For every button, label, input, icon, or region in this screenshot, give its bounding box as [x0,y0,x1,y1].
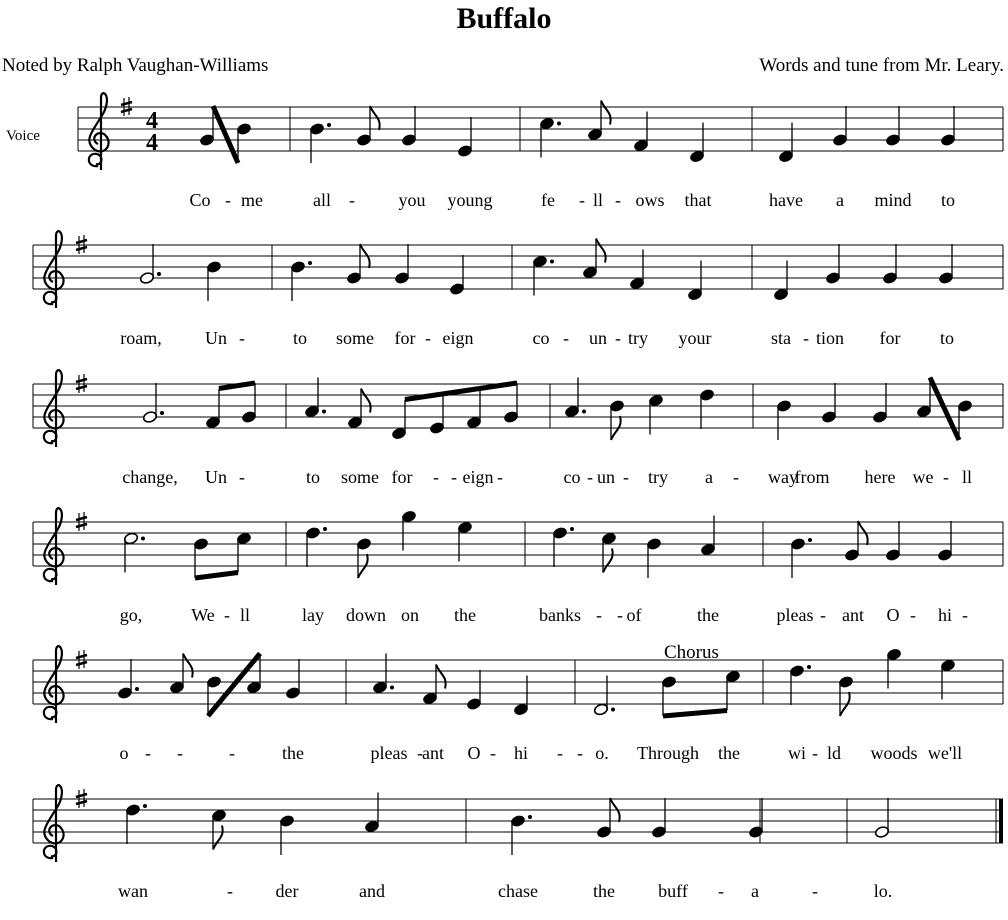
lyric-hyphen: - [239,467,245,487]
lyric-syllable: to [940,190,956,210]
lyric-syllable: fe [541,190,555,210]
eighth-note [193,537,208,578]
lyric-hyphen: - [417,743,423,763]
lyric-hyphen: - [587,467,593,487]
beam [930,378,959,441]
lyric-syllable: co [532,328,550,348]
lyric-hyphen: - [812,743,818,763]
lyric-hyphen: - [490,743,496,763]
augmentation-dot [808,538,812,542]
lyric-hyphen: - [910,605,916,625]
beam [663,711,727,717]
lyric-syllable: banks [539,605,581,625]
treble-clef [44,231,64,308]
lyric-syllable: un [589,328,607,348]
lyric-hyphen: - [615,328,621,348]
lyric-syllable: tion [815,328,845,348]
lyric-hyphen: - [177,743,183,763]
quarter-note [449,255,464,296]
lyric-syllable: o [119,743,129,763]
lyric-hyphen: - [579,190,585,210]
lyric-syllable: for [394,328,416,348]
quarter-note [937,521,952,562]
lyric-syllable: some [341,467,379,487]
lyric-hyphen: - [227,881,233,901]
beam [405,383,517,400]
lyric-syllable: wan [118,881,148,901]
lyric-syllable: ll [961,467,973,487]
augmentation-dot [160,411,164,415]
lyric-syllable: hi [513,743,529,763]
lyric-syllable: Un [205,328,227,348]
quarter-note [651,798,666,839]
treble-clef [89,93,109,170]
quarter-note [457,117,472,158]
time-signature-top: 4 [146,108,158,134]
quarter-note [401,106,416,147]
source-credit: Words and tune from Mr. Leary. [759,55,1004,76]
quarter-note [832,106,847,147]
lyric-hyphen: - [451,467,457,487]
flag [361,389,371,413]
treble-clef [44,785,64,862]
lyric-syllable: a [705,467,713,487]
lyric-hyphen: - [563,328,569,348]
eighth-note [957,399,972,440]
augmentation-dot [807,665,811,669]
lyric-syllable: for [391,467,413,487]
lyric-syllable: of [626,605,642,625]
staff-system-5 [33,648,1003,716]
lyric-syllable: buff [658,881,688,901]
lyric-syllable: down [346,605,386,625]
lyric-syllable: the [454,605,476,625]
lyric-hyphen: - [962,605,968,625]
lyric-hyphen: - [239,328,245,348]
augmentation-dot [157,272,161,276]
chorus-label: Chorus [664,642,719,663]
lyric-syllable: sta [771,328,791,348]
eighth-note [661,675,676,716]
staff-system-1 [78,101,1003,164]
lyric-hyphen: - [349,190,355,210]
eighth-note [503,383,518,424]
quarter-note [646,537,661,578]
lyric-syllable: change, [122,467,178,487]
lyric-syllable: lay [302,605,324,625]
lyric-hyphen: - [497,467,503,487]
lyric-syllable: roam, [120,328,162,348]
lyric-hyphen: - [224,605,230,625]
quarter-note [206,260,221,301]
quarter-note [699,388,714,429]
lyric-syllable: wi [788,743,806,763]
augmentation-dot [327,123,331,127]
lyric-syllable: the [697,605,719,625]
staff-system-3 [33,378,1003,441]
lyric-hyphen: - [145,743,151,763]
lyric-syllable: mind [874,190,912,210]
lyric-syllable: the [593,881,615,901]
lyric-syllable: pleas [370,743,408,763]
lyric-syllable: the [718,743,740,763]
treble-clef [44,370,64,447]
augmentation-dot [143,804,147,808]
augmentation-dot [582,410,586,414]
staff-system-4 [33,510,1003,578]
quarter-note [285,659,300,700]
lyric-syllable: young [447,190,493,210]
lyric-syllable: some [336,328,374,348]
lyric-hyphen: - [733,467,739,487]
composer-credit: Noted by Ralph Vaughan-Williams [2,55,269,76]
augmentation-dot [570,527,574,531]
quarter-note [882,244,897,285]
eighth-note [838,675,853,716]
flag [436,665,446,689]
lyric-hyphen: - [718,881,724,901]
lyric-hyphen: - [225,190,231,210]
lyric-syllable: O [886,605,900,625]
lyric-syllable: to [305,467,321,487]
quarter-note [776,399,791,440]
lyric-syllable: you [398,190,426,210]
part-name: Voice [6,128,40,144]
lyric-syllable: chase [498,881,538,901]
augmentation-dot [528,815,532,819]
quarter-note [872,383,887,424]
lyric-syllable: ant [422,743,444,763]
lyric-syllable: the [282,743,304,763]
lyric-syllable: to [292,328,308,348]
lyric-syllable: eign [462,467,494,487]
lyric-syllable: try [648,467,668,487]
augmentation-dot [322,410,326,414]
lyric-hyphen: - [433,467,439,487]
lyric-hyphen: - [229,743,235,763]
augmentation-dot [550,260,554,264]
quarter-note [825,244,840,285]
augmentation-dot [323,527,327,531]
lyric-syllable: ows [635,190,665,210]
lyric-hyphen: - [943,467,949,487]
quarter-note [885,106,900,147]
lyric-hyphen: - [577,743,583,763]
lyric-syllable: Co [189,190,211,210]
eighth-note [241,383,256,424]
lyric-syllable: We [191,605,215,625]
lyric-syllable: o. [595,743,609,763]
augmentation-dot [390,686,394,690]
lyric-hyphen: - [820,605,826,625]
lyric-hyphen: - [803,328,809,348]
augmentation-dot [141,537,145,541]
lyric-syllable: pleas [776,605,814,625]
lyric-syllable: me [241,190,263,210]
lyric-syllable: ld [826,743,842,763]
time-signature-bottom: 4 [146,130,158,156]
lyric-syllable: lo. [873,881,893,901]
augmentation-dot [611,708,615,712]
lyric-syllable: co [563,467,581,487]
staff-system-2 [33,239,1003,302]
lyric-syllable: we [912,467,934,487]
lyric-syllable: here [864,467,896,487]
lyric-hyphen: - [557,743,563,763]
lyric-syllable: Through [637,743,699,763]
lyric-hyphen: - [425,328,431,348]
treble-clef [44,646,64,723]
lyric-syllable: way [768,467,798,487]
lyric-syllable: ll [239,605,251,625]
quarter-note [466,670,481,711]
half-note [874,798,889,839]
flag [601,101,611,125]
staff-system-6 [33,793,1003,856]
flag [603,549,613,573]
flag [183,654,193,678]
quarter-note [938,244,953,285]
lyric-syllable: try [628,328,648,348]
lyric-hyphen: - [615,190,621,210]
flag [596,239,606,263]
lyric-syllable: der [275,881,299,901]
lyric-syllable: that [684,190,712,210]
treble-clef [44,508,64,585]
lyric-syllable: O [467,743,481,763]
augmentation-dot [557,122,561,126]
beam [195,573,238,579]
lyric-syllable: un [597,467,615,487]
eighth-note [429,394,444,435]
beam [213,106,238,163]
lyric-syllable: for [879,328,901,348]
lyric-syllable: have [769,190,803,210]
eighth-note [199,106,214,147]
quarter-note [885,521,900,562]
lyric-syllable: eign [442,328,474,348]
lyric-syllable: from [794,467,830,487]
lyric-syllable: a [836,190,844,210]
flag [213,826,223,850]
lyric-syllable: we'll [927,743,963,763]
song-title: Buffalo [456,2,552,35]
quarter-note [821,383,836,424]
lyric-syllable: and [359,881,385,901]
quarter-note [940,106,955,147]
lyric-syllable: a [751,881,759,901]
lyric-syllable: Un [205,467,227,487]
lyric-syllable: all [313,190,331,210]
lyric-syllable: ant [842,605,864,625]
augmentation-dot [308,261,312,265]
quarter-note [748,798,763,839]
eighth-note [609,399,624,440]
quarter-note [394,244,409,285]
lyric-syllable: to [939,328,955,348]
lyric-syllable: hi [937,605,953,625]
lyric-syllable: go, [119,605,143,625]
lyric-syllable: your [678,328,712,348]
quarter-note [279,814,294,855]
eighth-note [236,122,251,163]
lyric-hyphen: - [596,605,602,625]
augmentation-dot [135,687,139,691]
eighth-note [356,537,371,578]
lyric-syllable: on [401,605,419,625]
lyric-hyphen: - [623,467,629,487]
lyric-syllable: ll [592,190,604,210]
lyric-hyphen: - [812,881,818,901]
lyric-hyphen: - [617,605,623,625]
lyric-syllable: woods [870,743,918,763]
